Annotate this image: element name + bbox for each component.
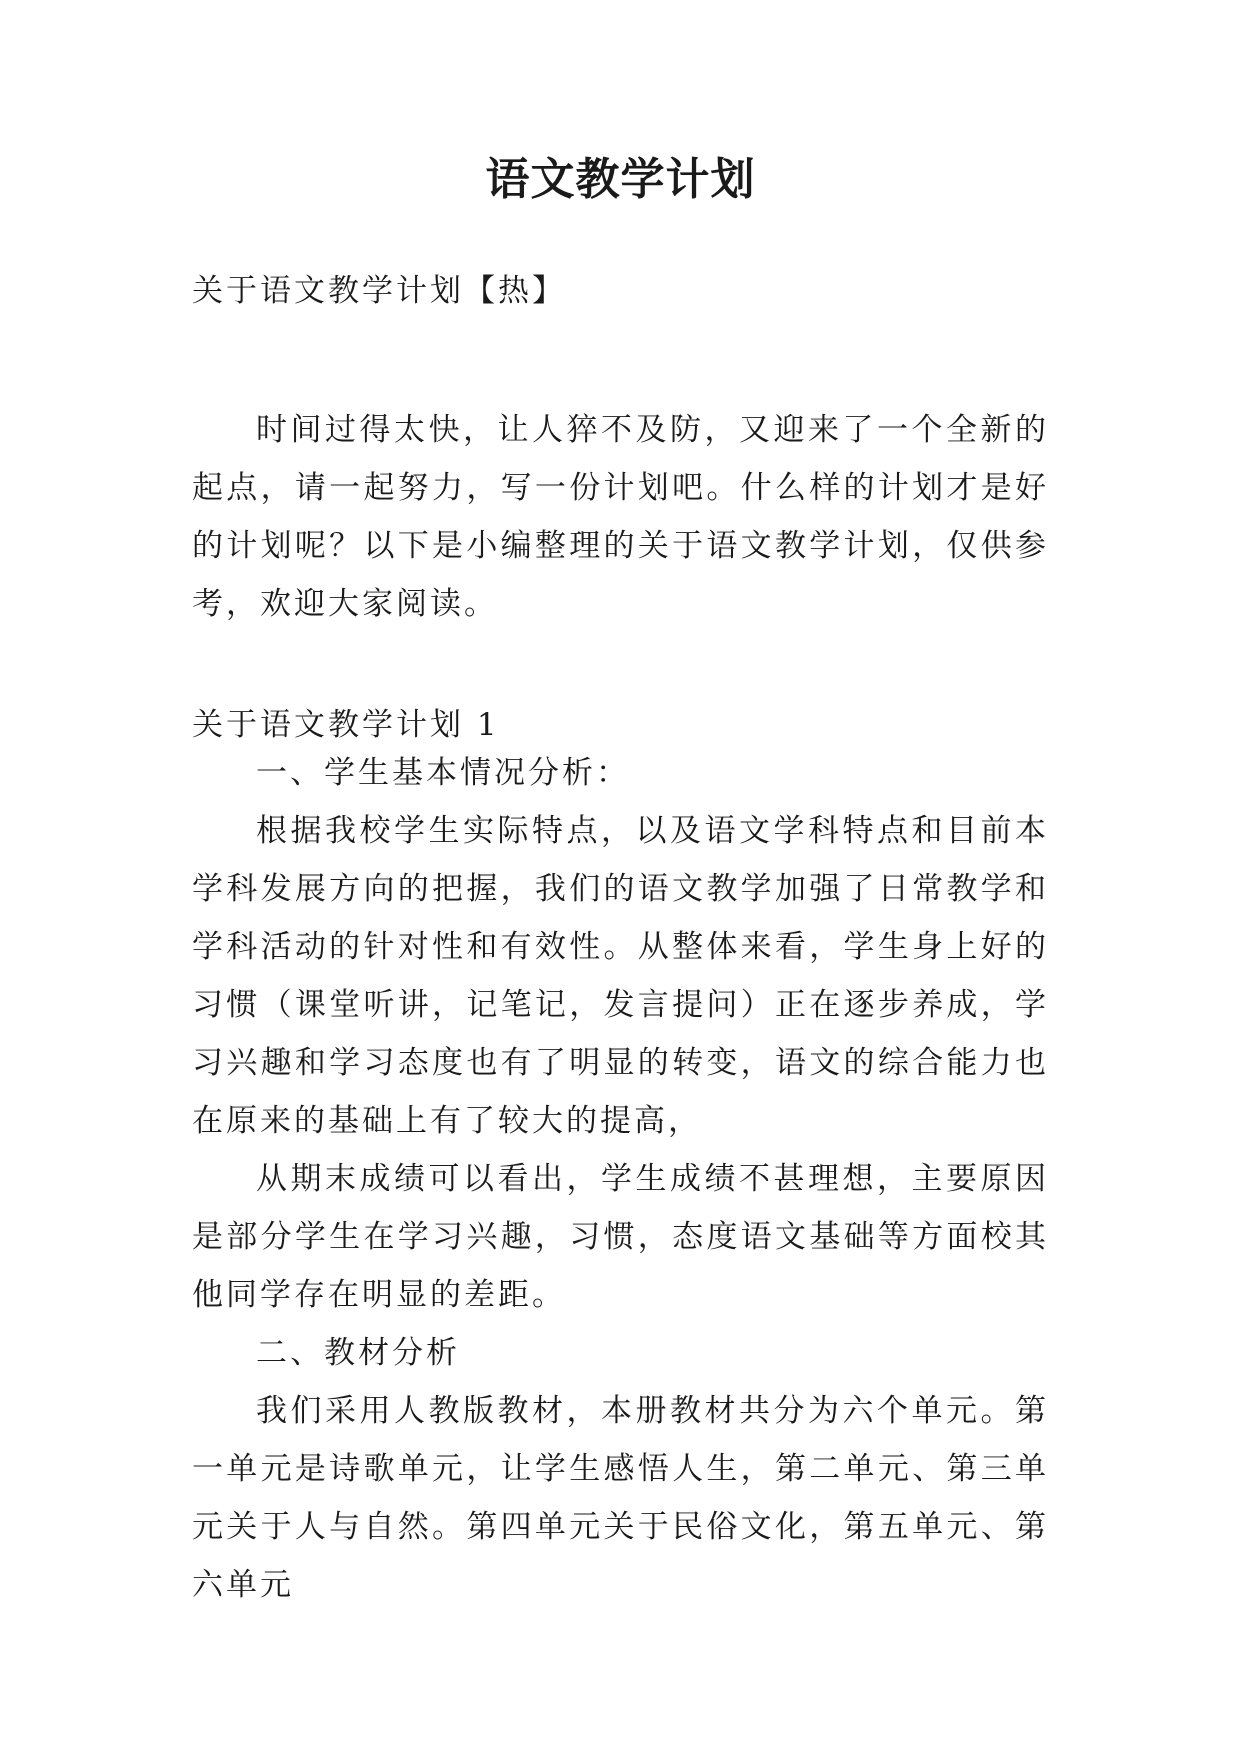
paragraph-student-analysis: 根据我校学生实际特点，以及语文学科特点和目前本学科发展方向的把握，我们的语文教学加强了日常教学和学科活动的针对性和有效性。从整体来看，学生身上好的习惯（课堂听讲，记笔记，发言提问）正在逐步养成，学习兴趣和学习态度也有了明显的转变，语文的综合能力也在原来的基础上有了较大的提高，: [192, 813, 1049, 1139]
intro-paragraph: 时间过得太快，让人猝不及防，又迎来了一个全新的起点，请一起努力，写一份计划吧。什么样的计划才是好的计划呢？以下是小编整理的关于语文教学计划，仅供参考，欢迎大家阅读。: [192, 412, 1049, 622]
heading-textbook-analysis: 二、教材分析: [256, 1335, 460, 1371]
page-title: 语文教学计划: [485, 154, 756, 205]
heading-student-analysis: 一、学生基本情况分析：: [256, 755, 630, 791]
paragraph-final-results: 从期末成绩可以看出，学生成绩不甚理想，主要原因是部分学生在学习兴趣，习惯，态度语文基础等方面校其他同学存在明显的差距。: [192, 1161, 1049, 1313]
section-content: [192, 744, 1049, 1614]
section-heading: 关于语文教学计划 1: [192, 707, 500, 743]
document-subtitle: 关于语文教学计划【热】: [192, 273, 566, 309]
paragraph-textbook-analysis: 我们采用人教版教材，本册教材共分为六个单元。第一单元是诗歌单元，让学生感悟人生，第二单元、第三单元关于人与自然。第四单元关于民俗文化，第五单元、第六单元: [192, 1393, 1049, 1603]
